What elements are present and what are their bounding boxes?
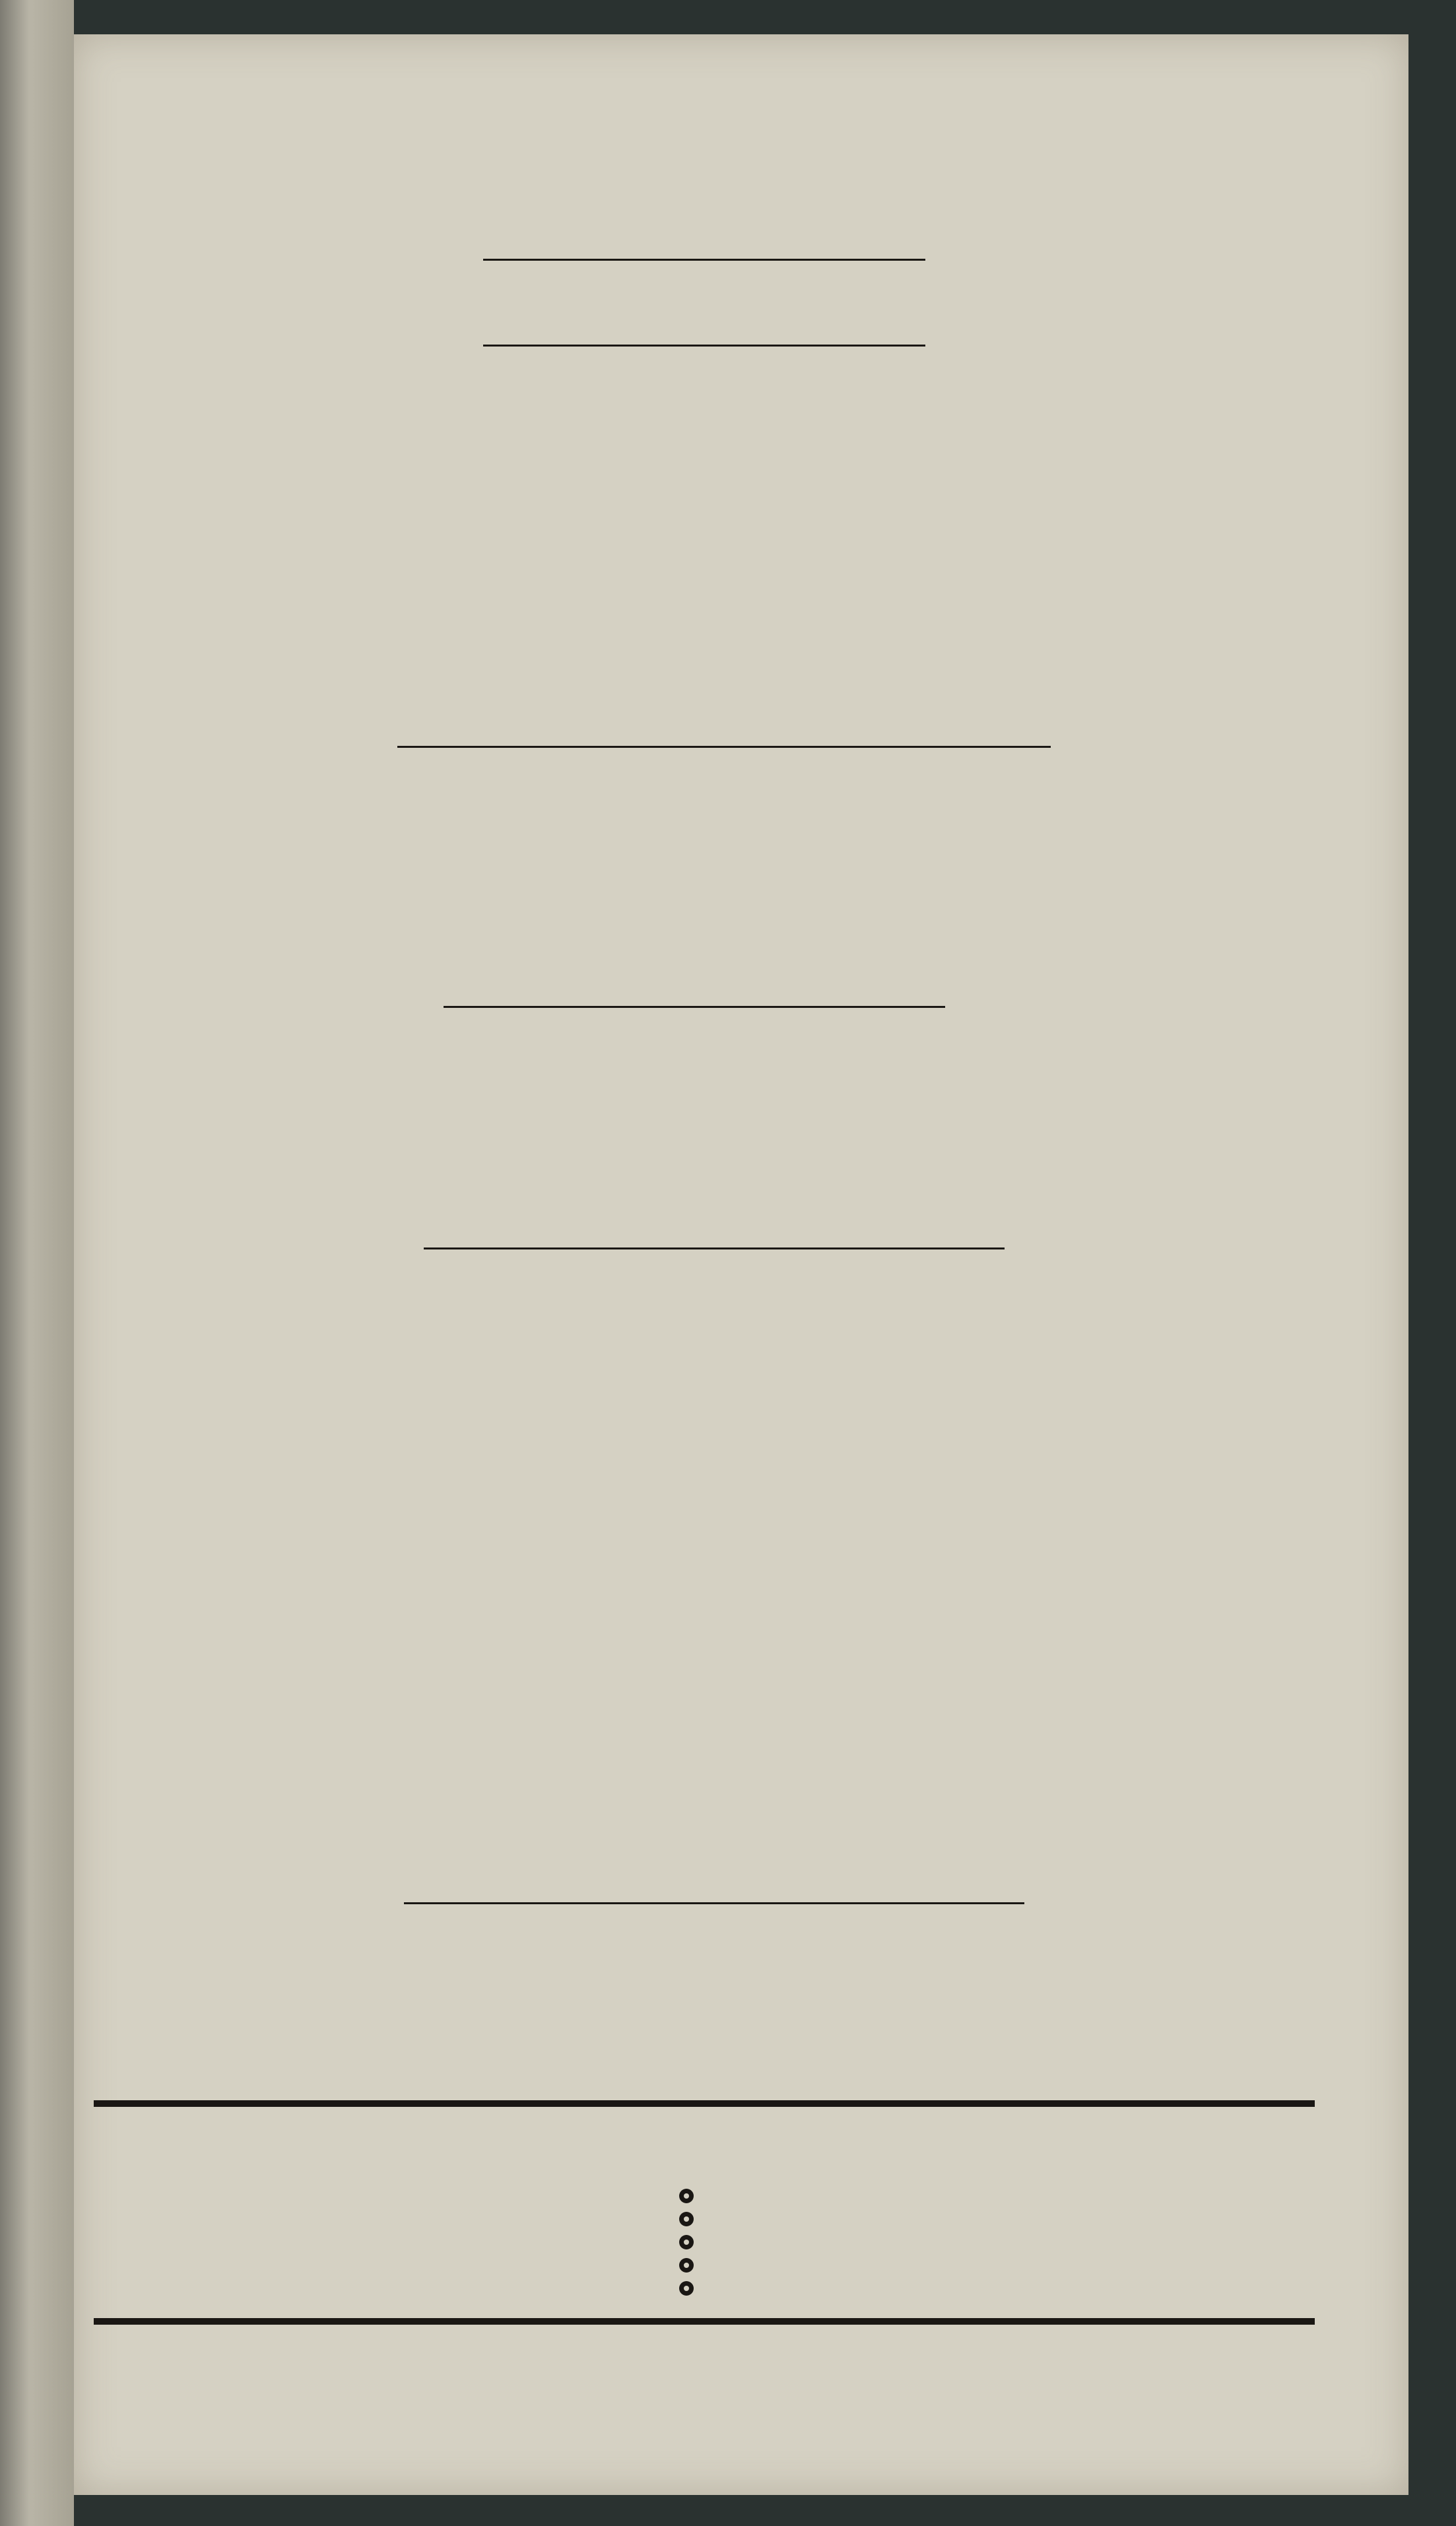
times-top-rule [94, 2318, 1315, 2325]
ornament-border-right [1344, 153, 1404, 2410]
play1-rule [397, 746, 1051, 748]
price-divider-ornament-icon [673, 2186, 700, 2305]
header-rule-2 [483, 345, 925, 347]
divider-ornament-line [444, 1006, 945, 1008]
divertissement-rule [424, 1247, 1005, 1249]
header-rule-1 [483, 259, 925, 261]
binding-edge [0, 0, 74, 2526]
ornament-border-top [147, 71, 1387, 117]
ornament-border-bottom [147, 2407, 1387, 2453]
playbill-sheet [74, 34, 1408, 2495]
scene-rule [404, 1902, 1024, 1904]
prices-top-rule [94, 2100, 1315, 2107]
